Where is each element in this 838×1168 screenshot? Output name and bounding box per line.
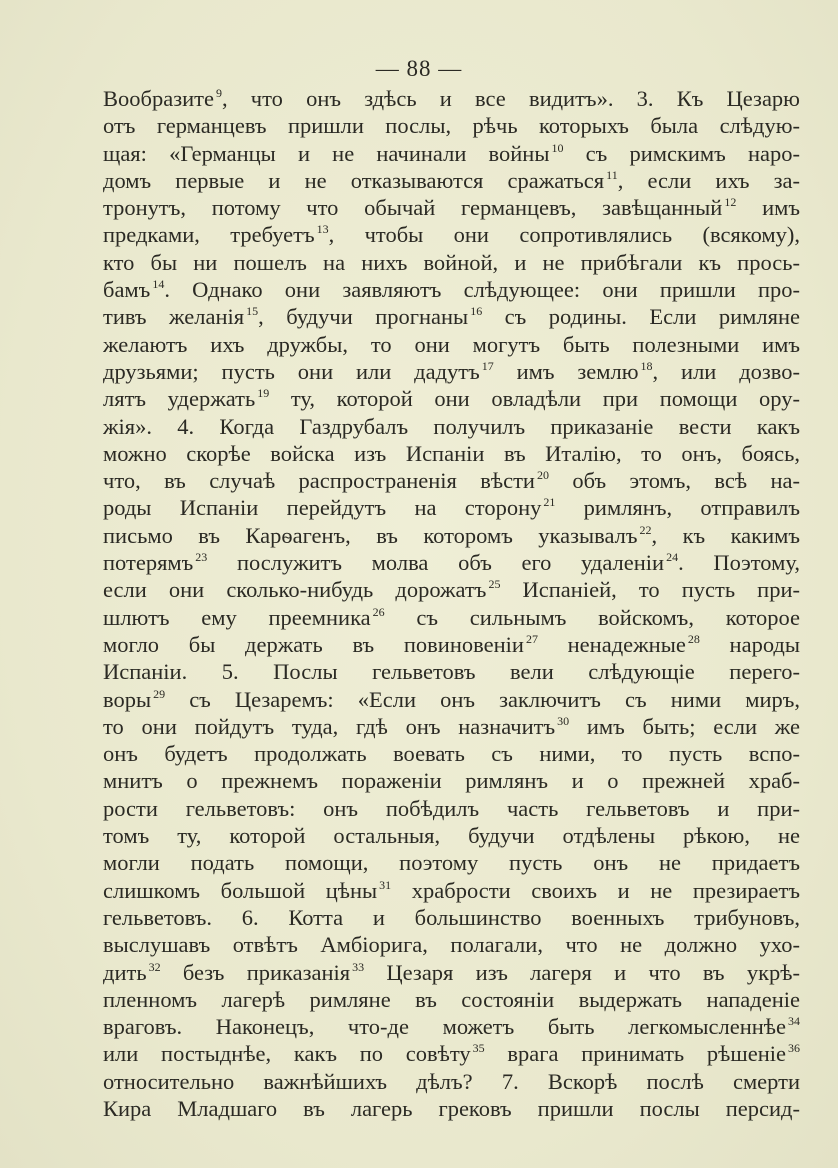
text-line: выслушавъ отвѣтъ Амбіорига, полагали, что не должно ухо- bbox=[103, 932, 800, 958]
text-line: щая: «Германцы и не начинали войны $^{10}$ съ римскимъ наро- bbox=[103, 140, 800, 166]
text-line: воры $^{29}$ съ Цезаремъ: «Если онъ заключитъ съ ними миръ, bbox=[103, 686, 800, 712]
text-line: бамъ $^{14}$. Однако они заявляютъ слѣдующее: они пришли про- bbox=[103, 277, 800, 303]
text-line: мнитъ о прежнемъ пораженіи римлянъ и о прежней храб- bbox=[103, 768, 800, 794]
footnote-ref: 21 bbox=[543, 495, 556, 510]
footnote-ref: 34 bbox=[788, 1014, 800, 1029]
footnote-ref: 15 bbox=[246, 304, 259, 319]
text-line: относительно важнѣйшихъ дѣлъ? 7. Вскорѣ послѣ смерти bbox=[103, 1068, 800, 1094]
text-line: онъ будетъ продолжать воевать съ ними, то пусть вспо- bbox=[103, 741, 800, 767]
footnote-ref: 28 bbox=[687, 631, 700, 646]
footnote-ref: 30 bbox=[557, 713, 570, 728]
text-line: можно скорѣе войска изъ Испаніи въ Италію, то онъ, боясь, bbox=[103, 440, 800, 466]
footnote-ref: 22 bbox=[639, 522, 652, 537]
text-line: кто бы ни пошелъ на нихъ войной, и не прибѣгали къ прось- bbox=[103, 249, 800, 275]
footnote-ref: 25 bbox=[488, 577, 501, 592]
footnote-ref: 11 bbox=[606, 167, 618, 182]
footnote-ref: 27 bbox=[525, 631, 538, 646]
footnote-ref: 23 bbox=[195, 550, 208, 565]
footnote-ref: 26 bbox=[372, 604, 385, 619]
text-line: могли подать помощи, поэтому пусть онъ не придаетъ bbox=[103, 850, 800, 876]
footnote-ref: 24 bbox=[666, 550, 679, 565]
footnote-ref: 13 bbox=[316, 222, 329, 237]
text-line: слишкомъ большой цѣны $^{31}$ храбрости своихъ и не презираетъ bbox=[103, 877, 800, 903]
page-number: — 88 — bbox=[375, 56, 463, 81]
text-line: если они сколько-нибудь дорожатъ $^{25}$ Испаніей, то пусть при- bbox=[103, 577, 800, 603]
text-line: тронутъ, потому что обычай германцевъ, завѣщанный $^{12}$ имъ bbox=[103, 195, 800, 221]
footnote-ref: 12 bbox=[724, 195, 737, 210]
text-line: Кира Младшаго въ лагерь грековъ пришли послы персид- bbox=[103, 1095, 800, 1121]
text-line: или постыднѣе, какъ по совѣту $^{35}$ врага принимать рѣшеніе $^{36}$ bbox=[103, 1041, 800, 1067]
text-line: друзьями; пусть они или дадутъ $^{17}$ имъ землю $^{18}$, или дозво- bbox=[103, 358, 800, 384]
text-line: шлютъ ему преемника $^{26}$ съ сильнымъ войскомъ, которое bbox=[103, 604, 800, 630]
footnote-ref: 35 bbox=[472, 1041, 485, 1056]
text-line: рости гельветовъ: онъ побѣдилъ часть гельветовъ и при- bbox=[103, 795, 800, 821]
footnote-ref: 16 bbox=[470, 304, 483, 319]
footnote-ref: 32 bbox=[148, 959, 161, 974]
text-line: лятъ удержать $^{19}$ ту, которой они овладѣли при помощи ору- bbox=[103, 386, 800, 412]
text-line: письмо въ Карѳагенъ, въ которомъ указывалъ $^{22}$, къ какимъ bbox=[103, 522, 800, 548]
text-line: могло бы держать въ повиновеніи $^{27}$ ненадежные $^{28}$ народы bbox=[103, 631, 800, 657]
text-line: предками, требуетъ $^{13}$, чтобы они сопротивлялись (всякому), bbox=[103, 222, 800, 248]
text-line: желаютъ ихъ дружбы, то они могутъ быть полезными имъ bbox=[103, 331, 800, 357]
text-line: то они пойдутъ туда, гдѣ онъ назначитъ $^{30}$ имъ быть; если же bbox=[103, 713, 800, 739]
text-line: пленномъ лагерѣ римляне въ состояніи выдержать нападеніе bbox=[103, 986, 800, 1012]
text-line: гельветовъ. 6. Котта и большинство военныхъ трибуновъ, bbox=[103, 904, 800, 930]
text-line: дить $^{32}$ безъ приказанія $^{33}$ Цезаря изъ лагеря и что въ укрѣ- bbox=[103, 959, 800, 985]
body-text bbox=[103, 85, 800, 1122]
text-line: тивъ желанія $^{15}$, будучи прогнаны $^{16}$ съ родины. Если римляне bbox=[103, 304, 800, 330]
text-line: Испаніи. 5. Послы гельветовъ вели слѣдующіе перего- bbox=[103, 659, 800, 685]
footnote-ref: 33 bbox=[352, 959, 365, 974]
text-line: что, въ случаѣ распространенія вѣсти $^{20}$ объ этомъ, всѣ на- bbox=[103, 468, 800, 494]
text-line: роды Испаніи перейдутъ на сторону $^{21}$ римлянъ, отправилъ bbox=[103, 495, 800, 521]
text-line: жія». 4. Когда Газдрубалъ получилъ приказаніе вести какъ bbox=[103, 413, 800, 439]
footnote-ref: 19 bbox=[257, 386, 270, 401]
footnote-ref: 29 bbox=[153, 686, 166, 701]
footnote-ref: 36 bbox=[788, 1041, 800, 1056]
text-line: потерямъ $^{23}$ послужитъ молва объ его удаленіи $^{24}$. Поэтому, bbox=[103, 550, 800, 576]
footnote-ref: 18 bbox=[640, 358, 653, 373]
text-line: отъ германцевъ пришли послы, рѣчь которыхъ была слѣдую- bbox=[103, 113, 800, 139]
text-line: Вообразите $^9$, что онъ здѣсь и все видитъ». 3. Къ Цезарю bbox=[103, 86, 800, 111]
footnote-ref: 10 bbox=[551, 140, 564, 155]
footnote-ref: 17 bbox=[481, 358, 494, 373]
text-line: враговъ. Наконецъ, что-де можетъ быть легкомысленнѣе $^{34}$ bbox=[103, 1014, 800, 1040]
text-line: томъ ту, которой остальныя, будучи отдѣлены рѣкою, не bbox=[103, 823, 800, 849]
text-line: домъ первые и не отказываются сражаться $^{11}$, если ихъ за- bbox=[103, 167, 800, 193]
footnote-ref: 14 bbox=[152, 277, 165, 292]
footnote-ref: 20 bbox=[536, 468, 549, 483]
footnote-ref: 31 bbox=[379, 877, 392, 892]
footnote-ref: 9 bbox=[215, 86, 222, 100]
